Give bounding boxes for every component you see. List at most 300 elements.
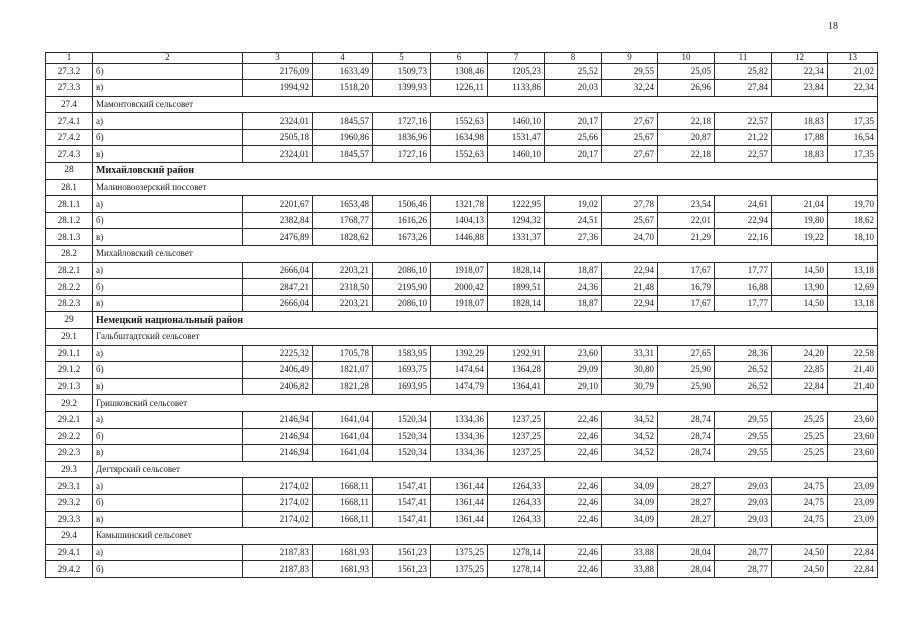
value-cell: 21,22 <box>715 129 772 146</box>
row-code: 27.4.3 <box>46 146 93 163</box>
settlement-code: 29.3 <box>46 461 93 478</box>
value-cell: 1693,75 <box>373 362 431 379</box>
value-cell: 2382,84 <box>243 212 313 229</box>
table-row <box>46 445 878 462</box>
value-cell: 24,36 <box>545 279 602 296</box>
value-cell: 2174,02 <box>243 478 313 495</box>
value-cell: 21,04 <box>772 196 828 213</box>
row-code: 29.3.2 <box>46 494 93 511</box>
value-cell: 1364,28 <box>488 362 545 379</box>
value-cell: 25,66 <box>545 129 602 146</box>
value-cell: 22,84 <box>772 378 828 395</box>
row-variant: б) <box>93 63 243 80</box>
row-code: 29.4.2 <box>46 561 93 578</box>
table-row <box>46 544 878 561</box>
row-code: 28.1.2 <box>46 212 93 229</box>
value-cell: 22,58 <box>828 345 878 362</box>
value-cell: 2203,21 <box>313 262 373 279</box>
value-cell: 1375,25 <box>431 544 488 561</box>
value-cell: 19,02 <box>545 196 602 213</box>
value-cell: 24,51 <box>545 212 602 229</box>
value-cell: 23,09 <box>828 511 878 528</box>
value-cell: 1205,23 <box>488 63 545 80</box>
settlement-name: Дегтярский сельсовет <box>93 461 878 478</box>
value-cell: 13,18 <box>828 295 878 312</box>
value-cell: 2146,94 <box>243 428 313 445</box>
value-cell: 2406,49 <box>243 362 313 379</box>
value-cell: 1226,11 <box>431 80 488 97</box>
value-cell: 25,25 <box>772 411 828 428</box>
row-variant: а) <box>93 411 243 428</box>
value-cell: 18,87 <box>545 295 602 312</box>
value-cell: 13,90 <box>772 279 828 296</box>
value-cell: 1294,32 <box>488 212 545 229</box>
value-cell: 22,18 <box>658 146 715 163</box>
settlement-code: 27.4 <box>46 96 93 113</box>
value-cell: 1361,44 <box>431 478 488 495</box>
value-cell: 1960,86 <box>313 129 373 146</box>
value-cell: 1727,16 <box>373 146 431 163</box>
value-cell: 1918,07 <box>431 295 488 312</box>
value-cell: 1828,14 <box>488 262 545 279</box>
table-row <box>46 478 878 495</box>
value-cell: 25,52 <box>545 63 602 80</box>
value-cell: 1768,77 <box>313 212 373 229</box>
value-cell: 19,22 <box>772 229 828 246</box>
value-cell: 1237,25 <box>488 445 545 462</box>
column-header: 5 <box>373 53 431 64</box>
value-cell: 2174,02 <box>243 494 313 511</box>
row-variant: б) <box>93 212 243 229</box>
value-cell: 1547,41 <box>373 511 431 528</box>
value-cell: 1668,11 <box>313 494 373 511</box>
value-cell: 1292,91 <box>488 345 545 362</box>
value-cell: 1133,86 <box>488 80 545 97</box>
district-heading-row <box>46 312 878 329</box>
value-cell: 30,79 <box>602 378 658 395</box>
table-row <box>46 113 878 130</box>
settlement-code: 29.2 <box>46 395 93 412</box>
value-cell: 14,50 <box>772 295 828 312</box>
value-cell: 34,09 <box>602 478 658 495</box>
value-cell: 21,40 <box>828 378 878 395</box>
table-row <box>46 146 878 163</box>
table-row <box>46 196 878 213</box>
value-cell: 1828,62 <box>313 229 373 246</box>
value-cell: 25,25 <box>772 445 828 462</box>
row-variant: в) <box>93 511 243 528</box>
value-cell: 17,67 <box>658 295 715 312</box>
row-code: 27.3.2 <box>46 63 93 80</box>
row-code: 27.4.2 <box>46 129 93 146</box>
settlement-name: Камышинский сельсовет <box>93 528 878 545</box>
value-cell: 29,55 <box>715 428 772 445</box>
value-cell: 22,46 <box>545 544 602 561</box>
value-cell: 34,52 <box>602 445 658 462</box>
value-cell: 1264,33 <box>488 478 545 495</box>
value-cell: 23,09 <box>828 478 878 495</box>
value-cell: 1653,48 <box>313 196 373 213</box>
row-code: 27.3.3 <box>46 80 93 97</box>
row-variant: б) <box>93 494 243 511</box>
row-code: 28.1.3 <box>46 229 93 246</box>
row-code: 28.2.1 <box>46 262 93 279</box>
value-cell: 2195,90 <box>373 279 431 296</box>
row-code: 29.2.1 <box>46 411 93 428</box>
row-code: 29.3.1 <box>46 478 93 495</box>
row-code: 29.1.3 <box>46 378 93 395</box>
value-cell: 2847,21 <box>243 279 313 296</box>
column-header: 8 <box>545 53 602 64</box>
value-cell: 22,46 <box>545 511 602 528</box>
value-cell: 18,62 <box>828 212 878 229</box>
value-cell: 27,84 <box>715 80 772 97</box>
value-cell: 1460,10 <box>488 113 545 130</box>
table-row <box>46 129 878 146</box>
value-cell: 1321,78 <box>431 196 488 213</box>
column-header: 7 <box>488 53 545 64</box>
value-cell: 17,88 <box>772 129 828 146</box>
value-cell: 1828,14 <box>488 295 545 312</box>
value-cell: 1633,49 <box>313 63 373 80</box>
value-cell: 22,16 <box>715 229 772 246</box>
value-cell: 1668,11 <box>313 478 373 495</box>
value-cell: 2324,01 <box>243 146 313 163</box>
table-row <box>46 262 878 279</box>
value-cell: 34,52 <box>602 428 658 445</box>
value-cell: 23,60 <box>828 411 878 428</box>
table-row <box>46 511 878 528</box>
value-cell: 22,46 <box>545 411 602 428</box>
row-variant: а) <box>93 544 243 561</box>
value-cell: 22,57 <box>715 113 772 130</box>
value-cell: 1547,41 <box>373 494 431 511</box>
value-cell: 2146,94 <box>243 411 313 428</box>
table-row <box>46 362 878 379</box>
value-cell: 2406,82 <box>243 378 313 395</box>
value-cell: 30,80 <box>602 362 658 379</box>
value-cell: 1361,44 <box>431 511 488 528</box>
value-cell: 1509,73 <box>373 63 431 80</box>
value-cell: 1404,13 <box>431 212 488 229</box>
table-row <box>46 345 878 362</box>
value-cell: 2666,04 <box>243 295 313 312</box>
value-cell: 1222,95 <box>488 196 545 213</box>
value-cell: 27,36 <box>545 229 602 246</box>
value-cell: 1673,26 <box>373 229 431 246</box>
value-cell: 22,34 <box>828 80 878 97</box>
value-cell: 28,36 <box>715 345 772 362</box>
value-cell: 16,88 <box>715 279 772 296</box>
value-cell: 1474,64 <box>431 362 488 379</box>
value-cell: 27,78 <box>602 196 658 213</box>
value-cell: 23,60 <box>828 445 878 462</box>
value-cell: 34,09 <box>602 494 658 511</box>
value-cell: 1334,36 <box>431 411 488 428</box>
settlement-heading-row <box>46 329 878 346</box>
value-cell: 13,18 <box>828 262 878 279</box>
settlement-name: Малиновоозерский поссовет <box>93 179 878 196</box>
table-row <box>46 494 878 511</box>
value-cell: 1446,88 <box>431 229 488 246</box>
district-code: 29 <box>46 312 93 329</box>
value-cell: 28,74 <box>658 445 715 462</box>
column-header: 1 <box>46 53 93 64</box>
value-cell: 1531,47 <box>488 129 545 146</box>
value-cell: 1561,23 <box>373 561 431 578</box>
value-cell: 29,09 <box>545 362 602 379</box>
value-cell: 33,31 <box>602 345 658 362</box>
column-header: 11 <box>715 53 772 64</box>
value-cell: 1561,23 <box>373 544 431 561</box>
table-row <box>46 80 878 97</box>
row-variant: б) <box>93 561 243 578</box>
value-cell: 25,82 <box>715 63 772 80</box>
settlement-code: 28.2 <box>46 246 93 263</box>
table-row <box>46 561 878 578</box>
value-cell: 2324,01 <box>243 113 313 130</box>
settlement-name: Гришковский сельсовет <box>93 395 878 412</box>
row-code: 28.2.2 <box>46 279 93 296</box>
value-cell: 16,54 <box>828 129 878 146</box>
value-cell: 1518,20 <box>313 80 373 97</box>
value-cell: 28,04 <box>658 561 715 578</box>
value-cell: 1681,93 <box>313 544 373 561</box>
column-header: 9 <box>602 53 658 64</box>
value-cell: 17,67 <box>658 262 715 279</box>
value-cell: 24,61 <box>715 196 772 213</box>
value-cell: 1474,79 <box>431 378 488 395</box>
value-cell: 19,70 <box>828 196 878 213</box>
value-cell: 18,83 <box>772 113 828 130</box>
value-cell: 18,87 <box>545 262 602 279</box>
table-row <box>46 279 878 296</box>
row-variant: в) <box>93 229 243 246</box>
value-cell: 26,52 <box>715 378 772 395</box>
value-cell: 1918,07 <box>431 262 488 279</box>
value-cell: 1264,33 <box>488 511 545 528</box>
value-cell: 22,57 <box>715 146 772 163</box>
value-cell: 1899,51 <box>488 279 545 296</box>
column-header: 2 <box>93 53 243 64</box>
value-cell: 2318,50 <box>313 279 373 296</box>
value-cell: 17,77 <box>715 295 772 312</box>
value-cell: 17,35 <box>828 146 878 163</box>
value-cell: 22,94 <box>602 295 658 312</box>
value-cell: 1727,16 <box>373 113 431 130</box>
table-row <box>46 411 878 428</box>
value-cell: 25,90 <box>658 362 715 379</box>
table-row <box>46 295 878 312</box>
value-cell: 1705,78 <box>313 345 373 362</box>
value-cell: 22,18 <box>658 113 715 130</box>
row-code: 27.4.1 <box>46 113 93 130</box>
district-name: Михайловский район <box>93 163 878 180</box>
row-variant: б) <box>93 362 243 379</box>
value-cell: 1641,04 <box>313 411 373 428</box>
value-cell: 22,46 <box>545 428 602 445</box>
row-variant: в) <box>93 295 243 312</box>
table-body <box>46 53 878 578</box>
row-variant: а) <box>93 262 243 279</box>
value-cell: 1821,07 <box>313 362 373 379</box>
value-cell: 29,03 <box>715 511 772 528</box>
value-cell: 24,50 <box>772 561 828 578</box>
value-cell: 1641,04 <box>313 428 373 445</box>
value-cell: 1845,57 <box>313 146 373 163</box>
value-cell: 21,02 <box>828 63 878 80</box>
value-cell: 24,75 <box>772 494 828 511</box>
district-name: Немецкий национальный район <box>93 312 878 329</box>
value-cell: 20,87 <box>658 129 715 146</box>
value-cell: 2187,83 <box>243 544 313 561</box>
value-cell: 2203,21 <box>313 295 373 312</box>
value-cell: 1392,29 <box>431 345 488 362</box>
value-cell: 1520,34 <box>373 428 431 445</box>
value-cell: 34,52 <box>602 411 658 428</box>
value-cell: 20,17 <box>545 146 602 163</box>
value-cell: 33,88 <box>602 544 658 561</box>
value-cell: 29,55 <box>602 63 658 80</box>
value-cell: 22,85 <box>772 362 828 379</box>
row-code: 29.2.3 <box>46 445 93 462</box>
settlement-heading-row <box>46 395 878 412</box>
value-cell: 22,94 <box>715 212 772 229</box>
value-cell: 1334,36 <box>431 445 488 462</box>
value-cell: 1616,26 <box>373 212 431 229</box>
value-cell: 1845,57 <box>313 113 373 130</box>
column-header: 12 <box>772 53 828 64</box>
value-cell: 29,10 <box>545 378 602 395</box>
row-variant: а) <box>93 345 243 362</box>
value-cell: 26,96 <box>658 80 715 97</box>
value-cell: 18,83 <box>772 146 828 163</box>
value-cell: 22,34 <box>772 63 828 80</box>
value-cell: 23,54 <box>658 196 715 213</box>
row-code: 28.1.1 <box>46 196 93 213</box>
value-cell: 29,03 <box>715 494 772 511</box>
value-cell: 2174,02 <box>243 511 313 528</box>
value-cell: 23,09 <box>828 494 878 511</box>
settlement-heading-row <box>46 461 878 478</box>
value-cell: 34,09 <box>602 511 658 528</box>
value-cell: 25,90 <box>658 378 715 395</box>
value-cell: 28,27 <box>658 511 715 528</box>
row-variant: а) <box>93 478 243 495</box>
value-cell: 28,27 <box>658 478 715 495</box>
value-cell: 28,27 <box>658 494 715 511</box>
value-cell: 20,17 <box>545 113 602 130</box>
column-header: 6 <box>431 53 488 64</box>
value-cell: 1237,25 <box>488 411 545 428</box>
value-cell: 28,77 <box>715 561 772 578</box>
settlement-heading-row <box>46 528 878 545</box>
row-code: 29.3.3 <box>46 511 93 528</box>
value-cell: 23,84 <box>772 80 828 97</box>
value-cell: 17,77 <box>715 262 772 279</box>
column-header: 10 <box>658 53 715 64</box>
value-cell: 25,67 <box>602 212 658 229</box>
value-cell: 29,03 <box>715 478 772 495</box>
value-cell: 1334,36 <box>431 428 488 445</box>
value-cell: 27,67 <box>602 146 658 163</box>
value-cell: 22,46 <box>545 494 602 511</box>
value-cell: 25,67 <box>602 129 658 146</box>
value-cell: 18,10 <box>828 229 878 246</box>
value-cell: 28,04 <box>658 544 715 561</box>
value-cell: 19,80 <box>772 212 828 229</box>
value-cell: 1331,37 <box>488 229 545 246</box>
row-code: 29.1.1 <box>46 345 93 362</box>
value-cell: 22,94 <box>602 262 658 279</box>
value-cell: 22,46 <box>545 561 602 578</box>
value-cell: 1681,93 <box>313 561 373 578</box>
value-cell: 28,77 <box>715 544 772 561</box>
value-cell: 1641,04 <box>313 445 373 462</box>
row-variant: а) <box>93 113 243 130</box>
value-cell: 1361,44 <box>431 494 488 511</box>
value-cell: 1308,46 <box>431 63 488 80</box>
value-cell: 21,48 <box>602 279 658 296</box>
value-cell: 1821,28 <box>313 378 373 395</box>
settlement-code: 29.4 <box>46 528 93 545</box>
column-number-row <box>46 53 878 64</box>
value-cell: 23,60 <box>828 428 878 445</box>
value-cell: 2000,42 <box>431 279 488 296</box>
row-code: 28.2.3 <box>46 295 93 312</box>
value-cell: 1668,11 <box>313 511 373 528</box>
value-cell: 22,46 <box>545 478 602 495</box>
settlement-name: Гальбштадтский сельсовет <box>93 329 878 346</box>
table-row <box>46 428 878 445</box>
value-cell: 27,67 <box>602 113 658 130</box>
value-cell: 24,50 <box>772 544 828 561</box>
value-cell: 1634,98 <box>431 129 488 146</box>
settlement-heading-row <box>46 246 878 263</box>
value-cell: 24,70 <box>602 229 658 246</box>
value-cell: 24,20 <box>772 345 828 362</box>
value-cell: 29,55 <box>715 411 772 428</box>
value-cell: 26,52 <box>715 362 772 379</box>
value-cell: 1375,25 <box>431 561 488 578</box>
value-cell: 25,25 <box>772 428 828 445</box>
value-cell: 1506,46 <box>373 196 431 213</box>
value-cell: 1520,34 <box>373 445 431 462</box>
value-cell: 2201,67 <box>243 196 313 213</box>
table-row <box>46 229 878 246</box>
table-row <box>46 378 878 395</box>
settlement-name: Мамонтовский сельсовет <box>93 96 878 113</box>
value-cell: 2476,89 <box>243 229 313 246</box>
value-cell: 20,03 <box>545 80 602 97</box>
value-cell: 24,75 <box>772 511 828 528</box>
value-cell: 1547,41 <box>373 478 431 495</box>
value-cell: 14,50 <box>772 262 828 279</box>
value-cell: 12,69 <box>828 279 878 296</box>
table-row <box>46 63 878 80</box>
settlement-heading-row <box>46 179 878 196</box>
value-cell: 28,74 <box>658 428 715 445</box>
settlement-code: 29.1 <box>46 329 93 346</box>
value-cell: 32,24 <box>602 80 658 97</box>
value-cell: 22,84 <box>828 544 878 561</box>
value-cell: 27,65 <box>658 345 715 362</box>
row-variant: в) <box>93 445 243 462</box>
value-cell: 25,05 <box>658 63 715 80</box>
row-code: 29.4.1 <box>46 544 93 561</box>
column-header: 4 <box>313 53 373 64</box>
value-cell: 22,84 <box>828 561 878 578</box>
